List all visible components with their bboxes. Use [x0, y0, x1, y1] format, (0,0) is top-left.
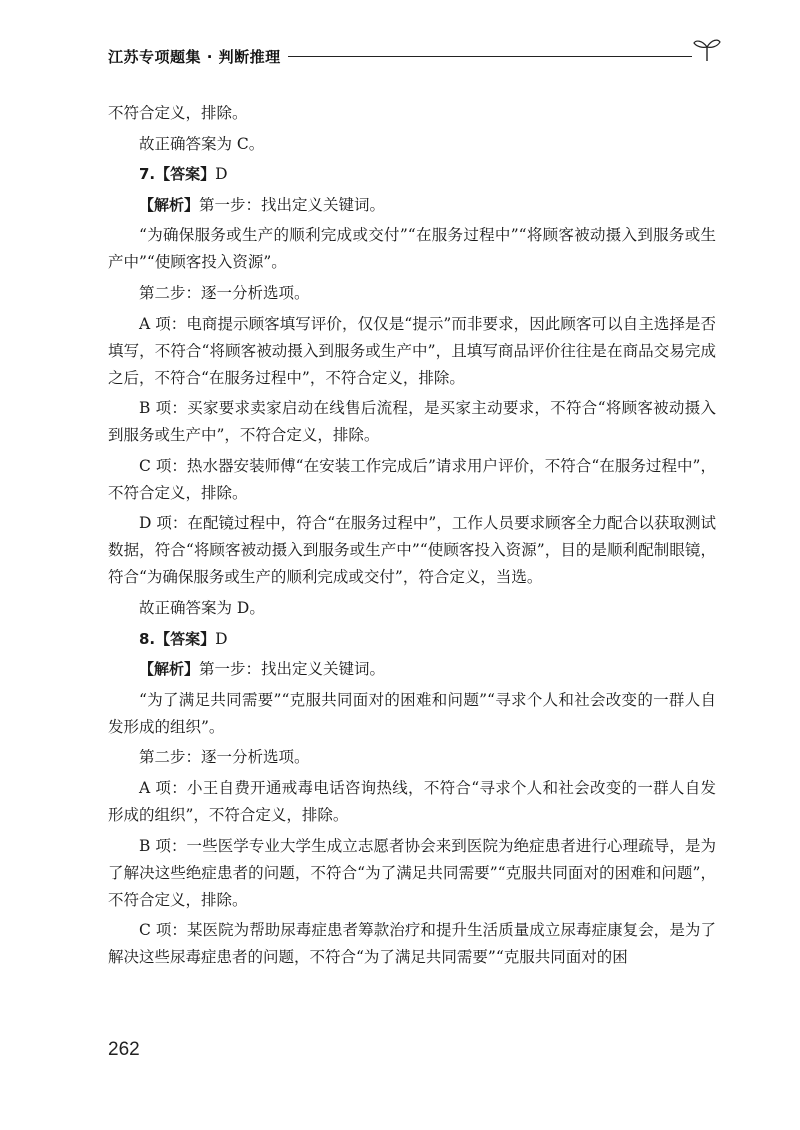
running-header-title: 江苏专项题集 · 判断推理	[108, 48, 281, 66]
option-a-analysis: A 项：小王自费开通戒毒电话咨询热线，不符合“寻求个人和社会改变的一群人自发形成的组织”，不符合定义，排除。	[108, 778, 716, 824]
answer-conclusion: 故正确答案为 D。	[139, 598, 265, 617]
running-header	[108, 44, 720, 74]
step-two: 第二步：逐一分析选项。	[139, 748, 310, 767]
option-a-analysis: A 项：电商提示顾客填写评价，仅仅是“提示”而非要求，因此顾客可以自主选择是否填写，不符合“将顾客被动摄入到服务或生产中”，且填写商品评价往往是在商品交易完成之后，不符合“在服务过程中”，不符合定义，排除。	[108, 314, 716, 387]
sprout-icon	[692, 36, 722, 62]
header-rule	[288, 56, 692, 57]
step-two: 第二步：逐一分析选项。	[139, 283, 310, 302]
page-number: 262	[108, 1039, 140, 1060]
option-c-analysis: C 项：热水器安装师傅“在安装工作完成后”请求用户评价，不符合“在服务过程中”，不符合定义，排除。	[108, 456, 716, 502]
answer-value: D	[215, 165, 228, 184]
answer-heading-7	[108, 161, 716, 188]
paragraph-continuation: 不符合定义，排除。	[108, 104, 248, 122]
page-body	[108, 100, 716, 975]
option-d-analysis: D 项：在配镜过程中，符合“在服务过程中”，工作人员要求顾客全力配合以获取测试数据，符合“将顾客被动摄入到服务或生产中”“使顾客投入资源”，目的是顺利配制眼镜，符合“为确保服务或生产的顺利完成或交付”，符合定义，当选。	[108, 514, 716, 587]
analysis-heading-7: 【解析】第一步：找出定义关键词。	[139, 195, 386, 214]
analysis-label: 【解析】	[139, 195, 200, 214]
answer-value: D	[215, 629, 228, 648]
answer-conclusion: 故正确答案为 C。	[139, 134, 265, 153]
option-c-analysis: C 项：某医院为帮助尿毒症患者筹款治疗和提升生活质量成立尿毒症康复会，是为了解决这些尿毒症患者的问题，不符合“为了满足共同需要”“克服共同面对的困	[108, 921, 716, 967]
answer-label: 8.【答案】	[139, 629, 216, 648]
keywords-paragraph: “为确保服务或生产的顺利完成或交付”“在服务过程中”“将顾客被动摄入到服务或生产中”“使顾客投入资源”。	[108, 226, 716, 272]
answer-label: 7.【答案】	[139, 165, 216, 184]
option-b-analysis: B 项：买家要求卖家启动在线售后流程，是买家主动要求，不符合“将顾客被动摄入到服务或生产中”，不符合定义，排除。	[108, 399, 716, 445]
keywords-paragraph: “为了满足共同需要”“克服共同面对的困难和问题”“寻求个人和社会改变的一群人自发形成的组织”。	[108, 690, 716, 736]
analysis-heading-8: 【解析】第一步：找出定义关键词。	[139, 660, 386, 679]
analysis-label: 【解析】	[139, 660, 200, 679]
answer-heading-8	[108, 626, 716, 653]
option-b-analysis: B 项：一些医学专业大学生成立志愿者协会来到医院为绝症患者进行心理疏导，是为了解决这些绝症患者的问题，不符合“为了满足共同需要”“克服共同面对的困难和问题”，不符合定义，排除。	[108, 836, 716, 909]
